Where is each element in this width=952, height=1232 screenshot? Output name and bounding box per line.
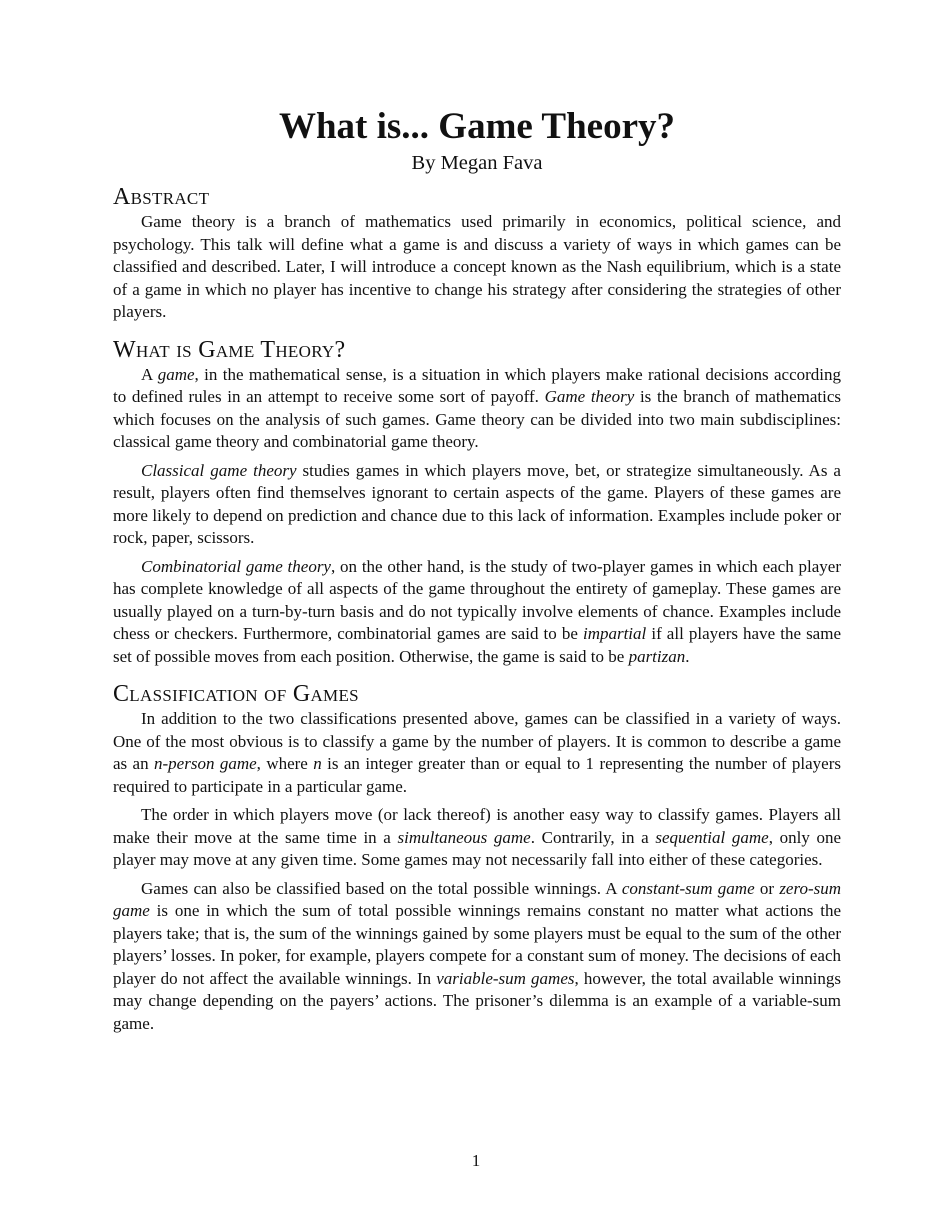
paragraph-game-definition xyxy=(113,364,841,454)
section-heading-abstract: Abstract xyxy=(113,184,210,210)
text-run: if all players have the same set of possible moves from each position. Otherwise, the game is said to be xyxy=(113,624,841,666)
author-line: By Megan Fava xyxy=(411,152,543,174)
section-heading-what-is-game-theory: What is Game Theory? xyxy=(113,336,346,363)
emphasis-term: Combinatorial game theory xyxy=(141,556,331,576)
emphasis-term: n-person game xyxy=(154,754,257,773)
text-run: , however, the total available winnings may change depending on the payers’ actions. The prisoner’s dilemma is an example of a variable-sum game. xyxy=(113,968,841,1033)
paragraph-number-of-players xyxy=(113,708,841,798)
paper-title: What is... Game Theory? xyxy=(278,106,676,147)
paragraph-move-order xyxy=(113,804,841,872)
section-heading-classification: Classification of Games xyxy=(113,681,359,707)
text-run: In addition to the two classifications presented above, games can be classified in a variety of ways. One of the most obvious is to classify a game by the number of players. It is common to describe a game as an xyxy=(113,709,841,773)
emphasis-term: zero-sum game xyxy=(113,878,842,920)
text-run: or xyxy=(754,878,780,898)
text-run: is one in which the sum of total possible winnings remains constant no matter what actions the players take; that is, the sum of the winnings gained by some players must be equal to the sum of the other players’ losses. In poker, for example, players compete for a constant sum of money. The decisions of each player do not affect the available winnings. In xyxy=(113,901,841,988)
emphasis-term: simultaneous game xyxy=(397,827,531,847)
text-run: , on the other hand, is the study of two-player games in which each player has complete knowledge of all aspects of the game throughout the entirety of gameplay. These games are usually played on a turn-by-turn basis and do not typically involve elements of chance. Examples include chess or checkers. Furthermore, combinatorial games are said to be xyxy=(113,556,841,643)
abstract-paragraph: Game theory is a branch of mathematics used primarily in economics, political science, and psychology. This talk will define what a game is and discuss a variety of ways in which games can be classified and described. Later, I will introduce a concept known as the Nash equilibrium, which is a state of a game in which no player has incentive to change his strategy after considering the strategies of other players. xyxy=(113,212,841,321)
emphasis-term: Classical game theory xyxy=(141,460,297,480)
emphasis-term: game xyxy=(157,364,195,384)
text-run: studies games in which players move, bet, or strategize simultaneously. As a result, players often find themselves ignorant to certain aspects of the game. Players of these games are more likely to depend on prediction and chance due to this lack of information. Examples include poker or rock, paper, scissors. xyxy=(113,460,841,547)
emphasis-term: n xyxy=(313,754,322,773)
text-run: Games can also be classified based on the total possible winnings. A xyxy=(141,878,622,898)
text-run: . Contrarily, in a xyxy=(530,827,656,847)
paper-page xyxy=(113,104,841,1035)
paragraph-classical-game-theory xyxy=(113,460,841,550)
paragraph-winnings xyxy=(113,878,841,1036)
text-run: , where xyxy=(256,754,314,773)
emphasis-term: Game theory xyxy=(544,387,635,406)
emphasis-term: sequential game xyxy=(655,827,769,847)
page-number: 1 xyxy=(471,1151,481,1170)
text-run: is an integer greater than or equal to 1 representing the number of players required to participate in a particular game. xyxy=(113,754,842,796)
emphasis-term: partizan xyxy=(628,646,686,666)
emphasis-term: variable-sum games xyxy=(436,968,575,988)
emphasis-term: impartial xyxy=(582,624,647,643)
text-run: is the branch of mathematics which focuses on the analysis of such games. Game theory can be divided into two main subdisciplines: classical game theory and combinatorial game theory. xyxy=(113,387,842,451)
text-run: , only one player may move at any given time. Some games may not necessarily fall into either of these categories. xyxy=(113,827,842,869)
emphasis-term: constant-sum game xyxy=(621,878,755,898)
text-run: A xyxy=(141,364,158,384)
text-run: , in the mathematical sense, is a situation in which players make rational decisions according to defined rules in an attempt to receive some sort of payoff. xyxy=(113,364,841,406)
text-run: The order in which players move (or lack thereof) is another easy way to classify games. Players all make their move at the same time in a xyxy=(113,805,841,847)
text-run: . xyxy=(685,646,690,666)
paragraph-combinatorial-game-theory xyxy=(113,556,841,669)
